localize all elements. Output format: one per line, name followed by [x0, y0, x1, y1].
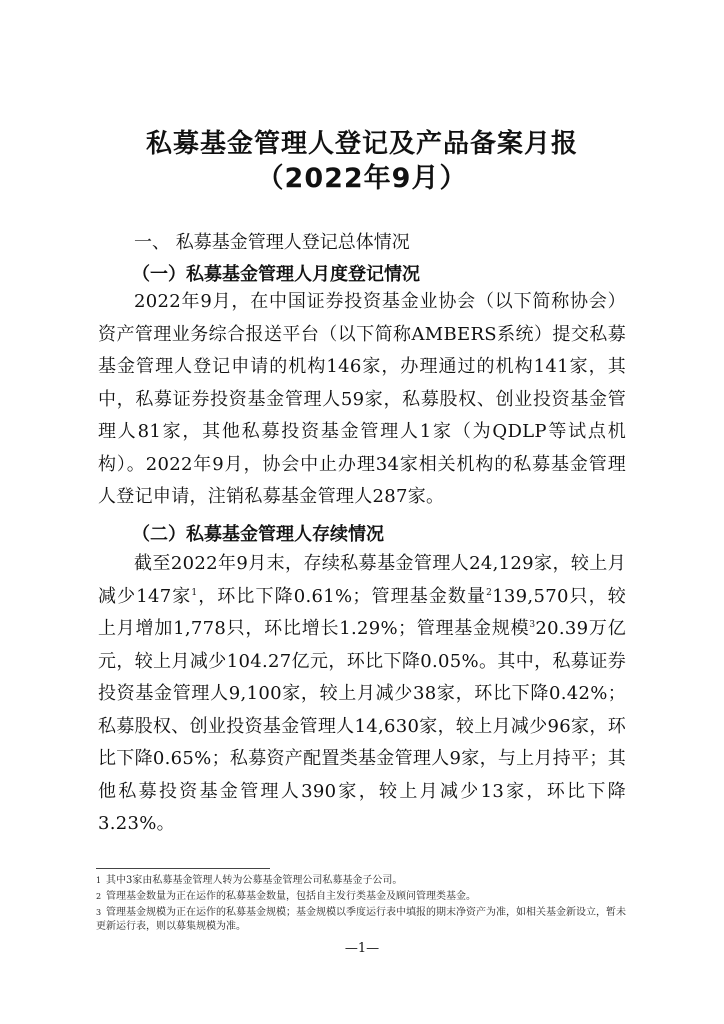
- subsection-heading-monthly-registration: （一）私募基金管理人月度登记情况: [132, 264, 420, 285]
- footnote-3: [96, 906, 632, 934]
- paragraph-text-part: 20.39万亿元，较上月减少104.27亿元，环比下降0.05%。其中，私募证券投资基金管理人9,100家，较上月减少38家，环比下降0.42%；私募股权、创业投资基金管理人14,630家，较上月减少96家，环比下降0.65%；私募资产配置类基金管理人9家，与上月持平；其他私募投资基金管理人390家，较上月减少13家，环比下降3.23%。: [98, 618, 626, 834]
- footnote-2: [96, 890, 632, 904]
- paragraph-text-part: 截至2022年9月末，存续私募基金管理人24,129家，较上月减少147家: [98, 553, 626, 607]
- footnote-text: 管理基金数量为正在运作的私募基金数量，包括自主发行类基金及顾问管理类基金。: [106, 891, 476, 902]
- footnote-ref-3: 3: [529, 620, 536, 630]
- paragraph-text-part: 139,570只，较上月增加1,778只，环比增长1.29%；管理基金规模: [98, 585, 627, 639]
- footnote-text: 管理基金规模为正在运作的私募基金规模；基金规模以季度运行表中填报的期末净资产为准，如相关基金新设立，暂未更新运行表，则以募集规模为准。: [96, 907, 626, 932]
- footnote-number: 2: [96, 892, 102, 901]
- footnote-number: 3: [96, 908, 102, 917]
- paragraph-text-part: ，环比下降0.61%；管理基金数量: [197, 585, 487, 607]
- footnote-text: 其中3家由私募基金管理人转为公募基金管理公司私募基金子公司。: [106, 875, 403, 886]
- footnote-1: [96, 874, 632, 888]
- footnote-ref-1: 1: [191, 587, 198, 598]
- section-heading: 一、 私募基金管理人登记总体情况: [134, 232, 410, 253]
- footnote-number: 1: [96, 876, 102, 885]
- paragraph-monthly-registration: 2022年9月，在中国证券投资基金业协会（以下简称协会）资产管理业务综合报送平台（以下简称AMBERS系统）提交私募基金管理人登记申请的机构146家，办理通过的机构141家，其中，私募证券投资基金管理人59家，私募股权、创业投资基金管理人81家，其他私募投资基金管理人1家（为QDLP等试点机构）。2022年9月，协会中止办理34家相关机构的私募基金管理人登记申请，注销私募基金管理人287家。: [98, 291, 626, 507]
- footnotes: [96, 874, 632, 936]
- paragraph-existing-managers: [98, 548, 626, 841]
- report-period: （2022年9月）: [256, 163, 468, 194]
- footnote-divider: [96, 868, 270, 869]
- page-number: —1—: [344, 941, 380, 956]
- report-title: 私募基金管理人登记及产品备案月报: [145, 129, 578, 159]
- subsection-heading-existing-managers: （二）私募基金管理人存续情况: [132, 524, 384, 545]
- footnote-ref-2: 2: [486, 587, 493, 598]
